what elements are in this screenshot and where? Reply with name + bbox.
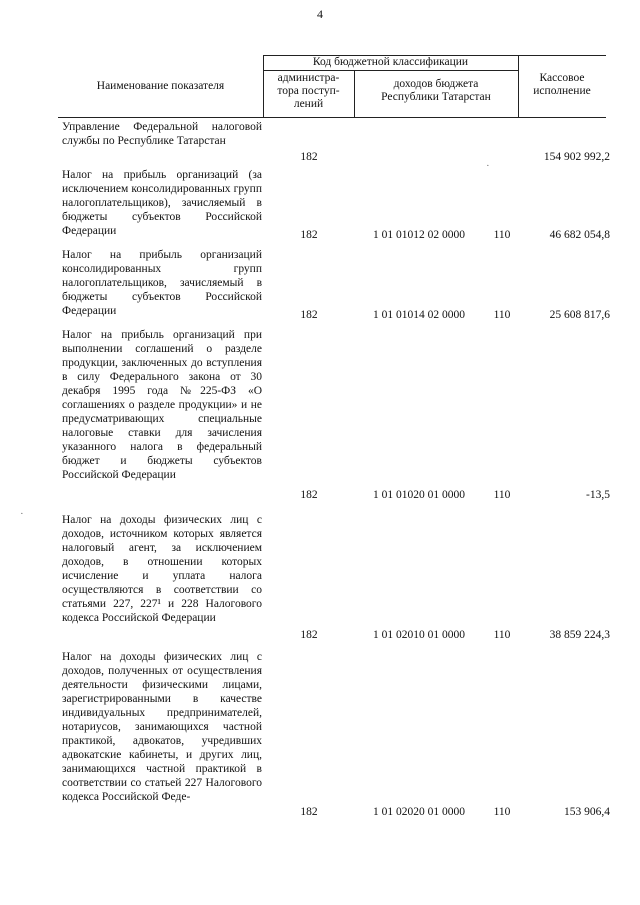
row-admin-code: 182 (300, 489, 318, 501)
row-admin-code: 182 (300, 629, 318, 641)
row-name: Управление Федеральной налоговой службы по Республике Татарстан (62, 121, 262, 147)
row-admin-code: 182 (300, 806, 318, 818)
row-income-code: 1 01 01012 02 0000 (373, 229, 465, 241)
row-admin-code: 182 (300, 151, 318, 163)
row-name: Налог на доходы физических лиц с доходов, источником которых является налоговый агент, за исключением доходов, в отношении которых исчисление и уплата налога осуществляются в соответствии со статьями 227, 227¹ и 228 Налогового кодекса Российской Федерации (62, 514, 262, 624)
table-header (58, 55, 606, 117)
row-amount: 154 902 992,2 (543, 151, 610, 163)
header-mid-rule (263, 70, 518, 71)
row-admin-code: 182 (300, 309, 318, 321)
row-name: Налог на прибыль организаций при выполнении соглашений о разделе продукции, заключенных до вступления в силу Федерального закона от 30 декабря 1995 года №225-ФЗ «О соглашениях о разделе продукции» и не предусматривающих специальные налоговые ставки для зачисления указанного налога в федеральный бюджет и бюджеты субъектов Российской Федерации (62, 329, 262, 481)
row-name: Налог на прибыль организаций (за исключением консолидированных групп налогоплательщиков), зачисляемый в бюджеты субъектов Российской Федерации (62, 169, 262, 237)
scan-speck: · (20, 508, 24, 520)
row-amount: 46 682 054,8 (549, 229, 610, 241)
row-income-code: 1 01 02010 01 0000 (373, 629, 465, 641)
row-name: Налог на прибыль организаций консолидированных групп налогоплательщиков, зачисляемый в бюджеты субъектов Российской Федерации (62, 249, 262, 317)
row-income-code: 1 01 02020 01 0000 (373, 806, 465, 818)
header-admin-col: администра- тора поступ- лений (277, 72, 340, 110)
row-subcode: 110 (493, 229, 511, 241)
row-amount: 153 906,4 (564, 806, 610, 818)
scan-speck: · (486, 160, 490, 172)
row-admin-code: 182 (300, 229, 318, 241)
row-subcode: 110 (493, 629, 511, 641)
row-income-code: 1 01 01014 02 0000 (373, 309, 465, 321)
row-name: Налог на доходы физических лиц с доходов, полученных от осуществления деятельности физическими лицами, зарегистрированными в качестве индивидуальных предпринимателей, нотариусов, занимающихся частной практикой, адвокатов, учредивших адвокатские кабинеты, и других лиц, занимающихся частной практикой в соответствии со статьей 227 Налогового кодекса Российской Феде- (62, 651, 262, 803)
row-subcode: 110 (493, 489, 511, 501)
header-income-col: доходов бюджета Республики Татарстан (381, 78, 491, 103)
header-name-col: Наименование показателя (96, 80, 225, 92)
page-number: 4 (317, 7, 323, 21)
row-subcode: 110 (493, 806, 511, 818)
header-bottom-rule (58, 117, 606, 118)
row-subcode: 110 (493, 309, 511, 321)
row-income-code: 1 01 01020 01 0000 (373, 489, 465, 501)
header-code-group: Код бюджетной классификации (312, 56, 469, 68)
row-amount: 38 859 224,3 (549, 629, 610, 641)
row-amount: -13,5 (586, 489, 610, 501)
row-amount: 25 608 817,6 (549, 309, 610, 321)
header-exec-col: Кассовое исполнение (533, 72, 591, 97)
